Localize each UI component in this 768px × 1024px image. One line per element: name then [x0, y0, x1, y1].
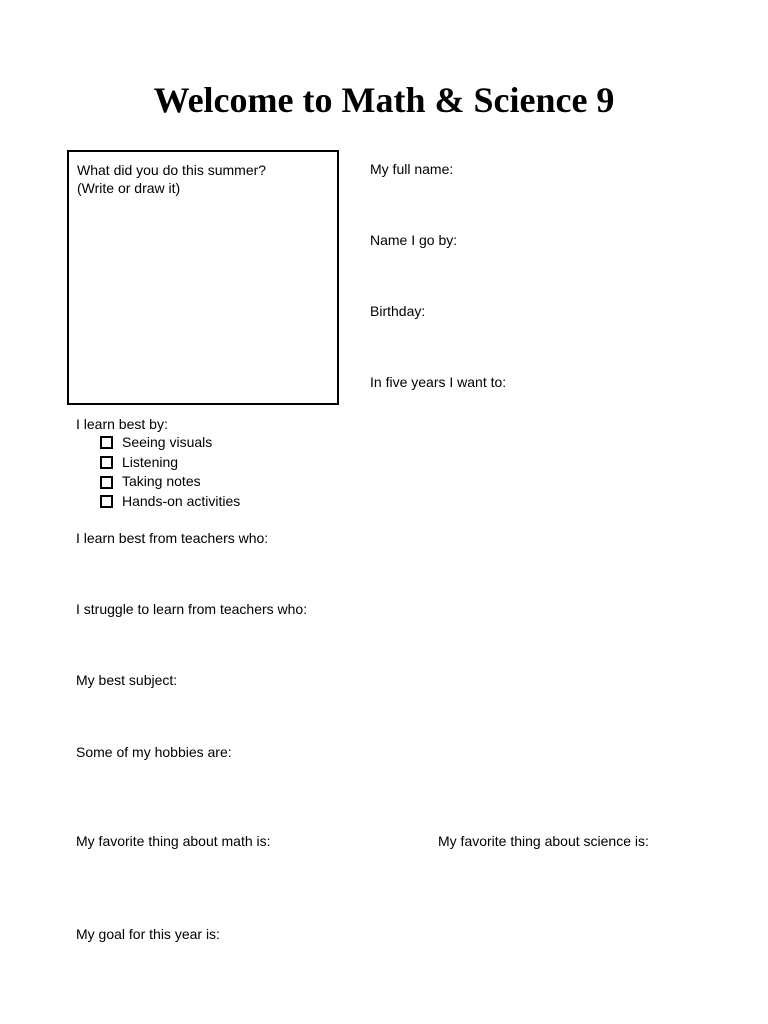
summer-prompt-line-2: (Write or draw it) — [77, 180, 181, 196]
teachers-struggle-label: I struggle to learn from teachers who: — [76, 601, 308, 617]
summer-prompt — [77, 161, 266, 197]
summer-drawing-box[interactable] — [67, 150, 339, 405]
goal-label: My goal for this year is: — [76, 926, 220, 942]
checkbox-icon[interactable] — [100, 495, 113, 508]
learn-option-listening[interactable] — [100, 453, 240, 473]
fav-science-label: My favorite thing about science is: — [438, 833, 649, 849]
learn-option-label: Hands-on activities — [122, 493, 241, 510]
fav-math-label: My favorite thing about math is: — [76, 833, 271, 849]
birthday-label: Birthday: — [370, 303, 426, 319]
hobbies-label: Some of my hobbies are: — [76, 744, 232, 760]
checkbox-icon[interactable] — [100, 436, 113, 449]
summer-prompt-line-1: What did you do this summer? — [77, 162, 267, 178]
learn-option-label: Taking notes — [122, 473, 201, 490]
teachers-best-label: I learn best from teachers who: — [76, 530, 269, 546]
learn-best-label: I learn best by: — [76, 416, 168, 432]
learn-option-label: Listening — [122, 453, 179, 470]
full-name-label: My full name: — [370, 161, 454, 177]
learn-option-taking-notes[interactable] — [100, 472, 240, 492]
learn-option-seeing-visuals[interactable] — [100, 433, 240, 453]
learn-option-hands-on[interactable] — [100, 492, 240, 512]
learn-option-label: Seeing visuals — [122, 434, 213, 450]
best-subject-label: My best subject: — [76, 672, 178, 688]
checkbox-icon[interactable] — [100, 456, 113, 469]
checkbox-icon[interactable] — [100, 476, 113, 489]
page-title: Welcome to Math & Science 9 — [153, 80, 615, 120]
name-go-by-label: Name I go by: — [370, 232, 458, 248]
learn-best-options — [100, 433, 240, 512]
five-years-label: In five years I want to: — [370, 374, 507, 390]
